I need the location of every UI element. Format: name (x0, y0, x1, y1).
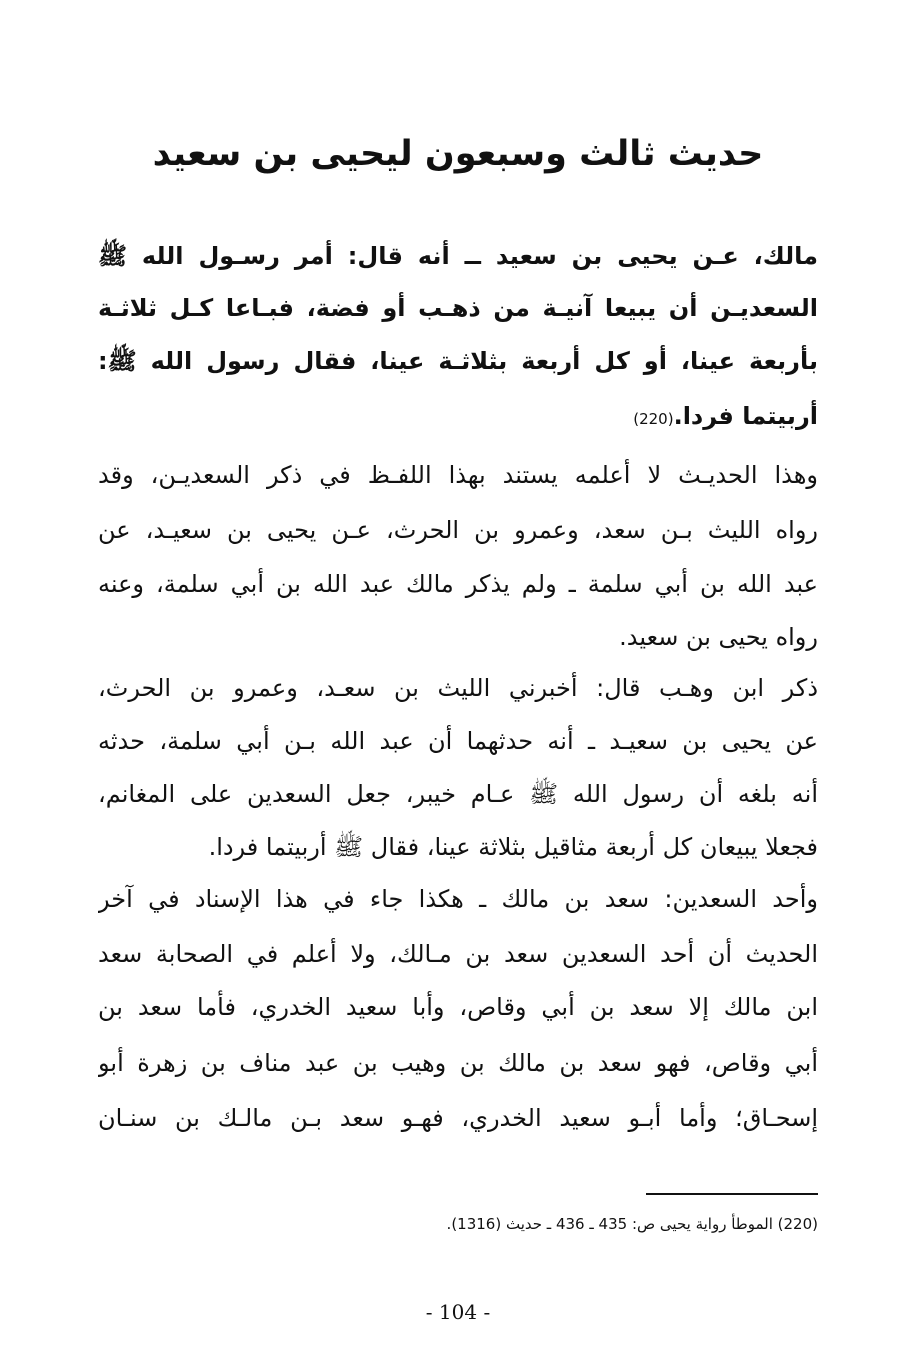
hadith-line-4 (98, 396, 818, 439)
hadith-line-3: بأربعة عينا، أو كل أربعة بثلاثـة عينا، فقال رسول الله ﷺ: (98, 347, 818, 375)
paragraph-3-line-4: أبي وقاص، فهو سعد بن مالك بن وهيب بن عبد مناف بن زهرة أبو (98, 1049, 818, 1077)
chapter-title: حديث ثالث وسبعون ليحيى بن سعيد (152, 134, 764, 174)
paragraph-3-line-2: الحديث أن أحد السعدين سعد بن مـالك، ولا أعلم في الصحابة سعد (98, 940, 818, 968)
paragraph-3-line-3: ابن مالك إلا سعد بن أبي وقاص، وأبا سعيد الخدري، فأما سعد بن (98, 993, 818, 1021)
paragraph-3-line-1: وأحد السعدين: سعد بن مالك ـ هكذا جاء في هذا الإسناد في آخر (98, 885, 818, 913)
paragraph-3-line-5: إسحـاق؛ وأما أبـو سعيد الخدري، فهـو سعد بـن مالـك بن سنـان (98, 1104, 818, 1132)
hadith-line-1: مالك، عـن يحيى بن سعيد ــ أنه قال: أمر رسـول الله ﷺ (98, 242, 818, 270)
paragraph-1-line-3: عبد الله بن أبي سلمة ـ ولم يذكر مالك عبد الله بن أبي سلمة، وعنه (98, 570, 818, 598)
footnote-separator (646, 1193, 818, 1195)
paragraph-2-line-4: فجعلا يبيعان كل أربعة مثاقيل بثلاثة عينا، فقال ﷺ أربيتما فردا. (208, 833, 818, 861)
paragraph-2-line-1: ذكر ابن وهـب قال: أخبرني الليث بن سعـد، وعمرو بن الحرث، (98, 674, 818, 702)
hadith-line-2: السعديـن أن يبيعا آنيـة من ذهـب أو فضة، فبـاعا كـل ثلاثـة (98, 294, 818, 322)
footnote-reference: (220) (633, 410, 674, 428)
paragraph-2-line-2: عن يحيى بن سعيـد ـ أنه حدثهما أن عبد الله بـن أبي سلمة، حدثه (98, 727, 818, 755)
hadith-last-text: أربيتما فردا. (673, 402, 818, 430)
page-number: - 104 - (425, 1300, 491, 1324)
paragraph-1-line-2: رواه الليث بـن سعد، وعمرو بن الحرث، عـن يحيى بن سعيـد، عن (98, 516, 818, 544)
paragraph-1-line-1: وهذا الحديـث لا أعلمه يستند بهذا اللفـظ في ذكر السعديـن، وقد (98, 461, 818, 489)
footnote-text: (220) الموطأ رواية يحيى ص: 435 ـ 436 ـ حديث (1316). (446, 1215, 818, 1233)
paragraph-1-line-4: رواه يحيى بن سعيد. (619, 623, 818, 651)
paragraph-2-line-3: أنه بلغه أن رسول الله ﷺ عـام خيبر، جعل السعدين على المغانم، (98, 780, 818, 808)
